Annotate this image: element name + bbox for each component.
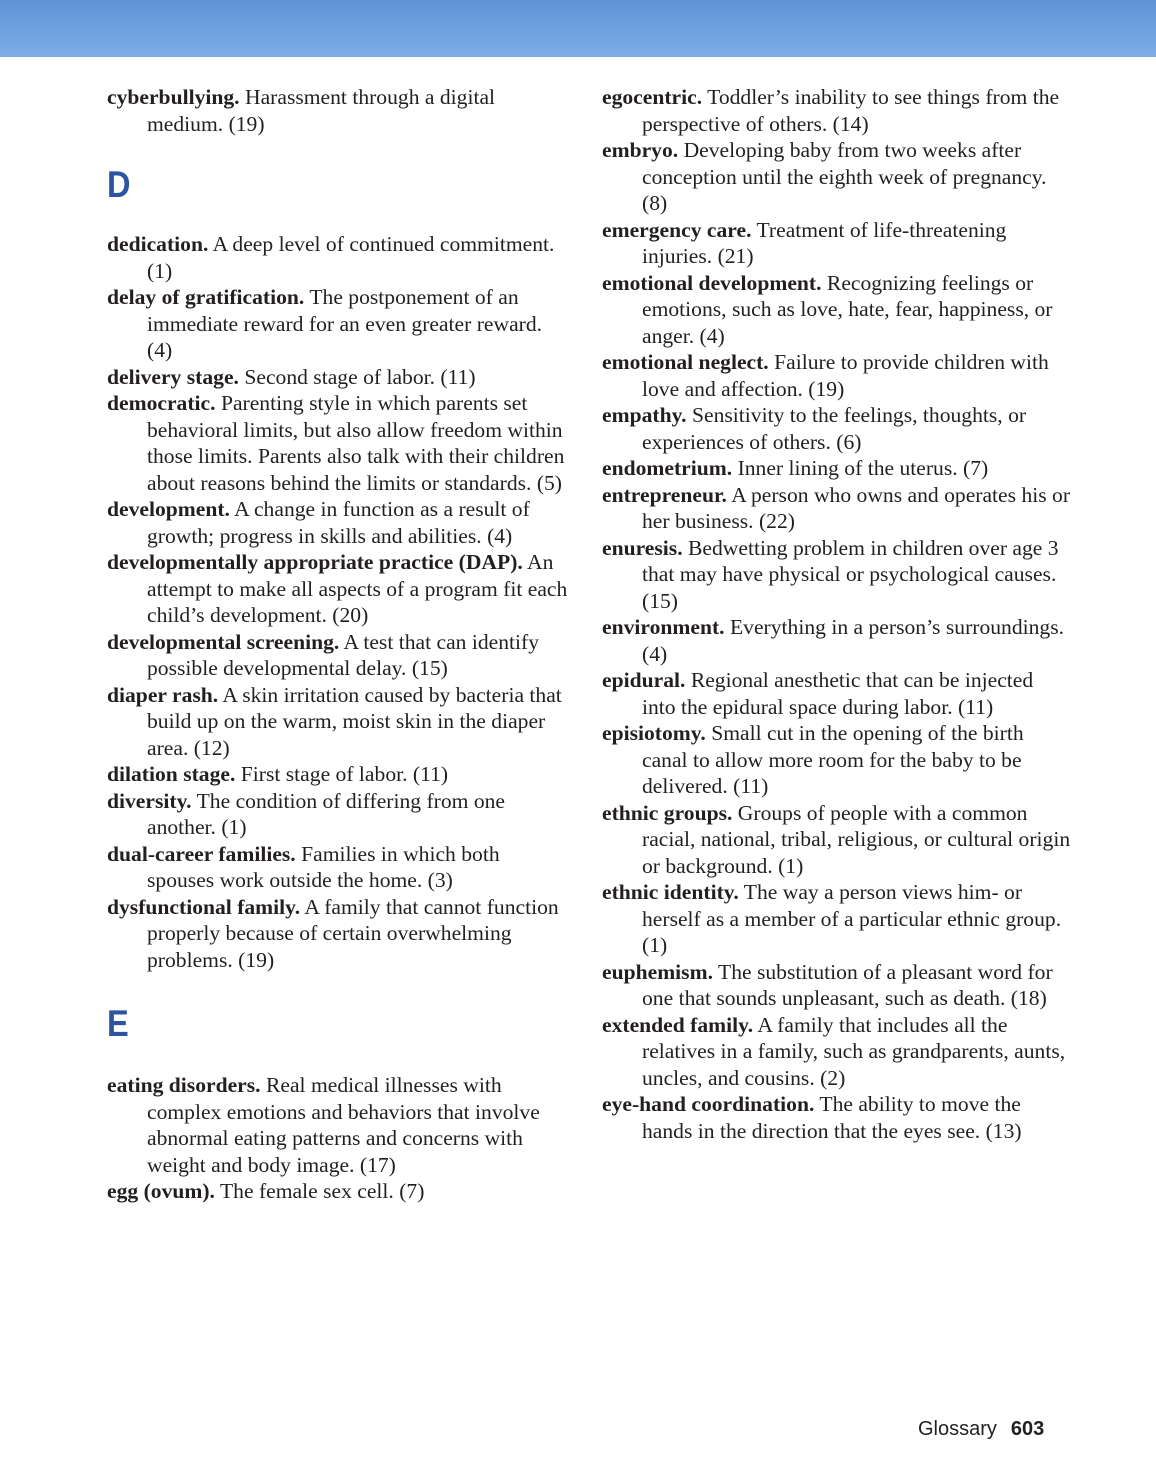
glossary-definition: A family that cannot function properly because of certain overwhelming problems. (19) (147, 894, 559, 972)
header-color-band (0, 0, 1156, 57)
glossary-entry-epidural (602, 667, 1072, 720)
glossary-entry-embryo (602, 137, 1072, 217)
glossary-entry-ethnic-identity (602, 879, 1072, 959)
glossary-entry-dilation-stage (107, 761, 569, 788)
glossary-definition: Second stage of labor. (11) (244, 364, 476, 389)
glossary-term: environment. (602, 615, 725, 639)
glossary-definition: Bedwetting problem in children over age 3 that may have physical or psychological causes. (15) (642, 535, 1059, 613)
glossary-definition: A family that includes all the relatives in a family, such as grandparents, aunts, uncles, and cousins. (2) (642, 1012, 1066, 1090)
glossary-term: eating disorders. (107, 1073, 261, 1097)
glossary-definition: Groups of people with a common racial, national, tribal, religious, or cultural origin or background. (1) (642, 800, 1071, 878)
glossary-entry-entrepreneur (602, 482, 1072, 535)
glossary-term: diversity. (107, 788, 192, 813)
glossary-term: eye-hand coordination. (602, 1092, 815, 1116)
glossary-term: extended family. (602, 1012, 754, 1037)
glossary-definition: Failure to provide children with love and affection. (19) (642, 350, 1049, 401)
glossary-entry-endometrium (602, 455, 1072, 482)
right-column (602, 84, 1072, 1144)
section-heading-d: D (107, 164, 131, 205)
glossary-entry-emotional-neglect (602, 349, 1072, 402)
glossary-term: developmental screening. (107, 629, 340, 654)
glossary-entry-emergency-care (602, 217, 1072, 270)
glossary-definition: The substitution of a pleasant word for one that sounds unpleasant, such as death. (18) (642, 959, 1053, 1010)
glossary-entry-developmental-screening (107, 629, 569, 682)
glossary-term: euphemism. (602, 959, 713, 984)
glossary-definition: Developing baby from two weeks after conception until the eighth week of pregnancy. (8) (642, 138, 1047, 215)
glossary-definition: Toddler’s inability to see things from the perspective of others. (14) (642, 85, 1060, 136)
glossary-term: episiotomy. (602, 721, 706, 745)
glossary-definition: First stage of labor. (11) (240, 762, 449, 786)
glossary-term: delivery stage. (107, 364, 239, 389)
glossary-entry-ethnic-groups (602, 800, 1072, 880)
glossary-definition: A test that can identify possible developmental delay. (15) (147, 629, 540, 680)
glossary-entry-euphemism (602, 959, 1072, 1012)
glossary-definition: A skin irritation caused by bacteria that build up on the warm, moist skin in the diaper area. (12) (147, 682, 562, 760)
section-heading-e: E (107, 1003, 129, 1044)
glossary-term: development. (107, 497, 230, 521)
glossary-definition: A deep level of continued commitment. (1) (147, 232, 555, 283)
glossary-definition: Harassment through a digital medium. (19) (147, 85, 496, 136)
glossary-entry-diversity (107, 788, 569, 841)
glossary-term: egg (ovum). (107, 1179, 215, 1203)
glossary-entry-extended-family (602, 1012, 1072, 1092)
glossary-term: egocentric. (602, 85, 703, 109)
glossary-entry-egocentric (602, 84, 1072, 137)
glossary-definition: Sensitivity to the feelings, thoughts, or experiences of others. (6) (642, 403, 1027, 454)
glossary-definition: Treatment of life-threatening injuries. (21) (642, 217, 1007, 268)
glossary-term: ethnic identity. (602, 880, 739, 904)
glossary-term: emotional neglect. (602, 350, 769, 374)
glossary-entry-delay-of-gratification (107, 284, 569, 364)
glossary-term: cyberbullying. (107, 85, 240, 109)
glossary-entry-developmentally-appropriate-practice-dap (107, 549, 569, 629)
glossary-term: embryo. (602, 138, 679, 162)
glossary-entry-diaper-rash (107, 682, 569, 762)
footer-section-label: Glossary (918, 1418, 997, 1440)
glossary-term: empathy. (602, 403, 687, 427)
glossary-definition: The postponement of an immediate reward for an even greater reward. (4) (147, 285, 543, 362)
glossary-term: ethnic groups. (602, 800, 733, 825)
glossary-term: diaper rash. (107, 682, 219, 707)
glossary-definition: Recognizing feelings or emotions, such as love, hate, fear, happiness, or anger. (4) (642, 270, 1053, 348)
glossary-definition: The female sex cell. (7) (219, 1179, 425, 1203)
glossary-entry-eye-hand-coordination (602, 1091, 1072, 1144)
glossary-term: entrepreneur. (602, 482, 727, 507)
glossary-definition: Everything in a person’s surroundings. (4) (642, 615, 1065, 666)
glossary-definition: An attempt to make all aspects of a program fit each child’s development. (20) (147, 550, 568, 627)
glossary-entry-dysfunctional-family (107, 894, 569, 974)
glossary-definition: Regional anesthetic that can be injected into the epidural space during labor. (11) (642, 668, 1034, 719)
glossary-definition: Real medical illnesses with complex emotions and behaviors that involve abnormal eating patterns and concerns with weight and body image. (17) (147, 1073, 540, 1177)
glossary-entry-democratic (107, 390, 569, 496)
glossary-definition: Families in which both spouses work outside the home. (3) (147, 841, 500, 892)
glossary-entry-cyberbullying (107, 84, 569, 137)
glossary-entry-eating-disorders (107, 1072, 569, 1178)
glossary-definition: The way a person views him- or herself as a member of a particular ethnic group. (1) (642, 880, 1062, 957)
glossary-term: dilation stage. (107, 762, 236, 786)
glossary-entry-episiotomy (602, 720, 1072, 800)
glossary-term: endometrium. (602, 456, 733, 480)
glossary-definition: A change in function as a result of growth; progress in skills and abilities. (4) (147, 497, 530, 548)
glossary-term: delay of gratification. (107, 285, 305, 309)
glossary-definition: The condition of differing from one another. (1) (147, 788, 506, 839)
glossary-entry-dedication (107, 231, 569, 284)
glossary-term: democratic. (107, 391, 216, 415)
glossary-definition: Parenting style in which parents set behavioral limits, but also allow freedom within those limits. Parents also talk with their children about reasons behind the limits or standards. (5) (147, 391, 565, 495)
page-number: 603 (1010, 1418, 1045, 1440)
glossary-term: emergency care. (602, 217, 752, 242)
glossary-entry-emotional-development (602, 270, 1072, 350)
glossary-entry-development (107, 496, 569, 549)
left-column (107, 84, 569, 1205)
glossary-term: emotional development. (602, 270, 822, 295)
glossary-entry-delivery-stage (107, 364, 569, 391)
glossary-term: enuresis. (602, 535, 683, 560)
glossary-term: dual-career families. (107, 841, 296, 866)
glossary-definition: A person who owns and operates his or her business. (22) (642, 482, 1071, 533)
glossary-term: epidural. (602, 668, 686, 692)
glossary-term: dysfunctional family. (107, 894, 301, 919)
glossary-entry-empathy (602, 402, 1072, 455)
page-footer (918, 1418, 1044, 1441)
glossary-definition: The ability to move the hands in the direction that the eyes see. (13) (642, 1092, 1022, 1143)
glossary-definition: Inner lining of the uterus. (7) (737, 456, 989, 480)
glossary-term: developmentally appropriate practice (DAP). (107, 550, 523, 574)
glossary-entry-enuresis (602, 535, 1072, 615)
glossary-entry-environment (602, 614, 1072, 667)
glossary-entry-egg-ovum (107, 1178, 569, 1205)
glossary-term: dedication. (107, 232, 209, 256)
glossary-entry-dual-career-families (107, 841, 569, 894)
glossary-definition: Small cut in the opening of the birth canal to allow more room for the baby to be delivered. (11) (642, 721, 1024, 798)
